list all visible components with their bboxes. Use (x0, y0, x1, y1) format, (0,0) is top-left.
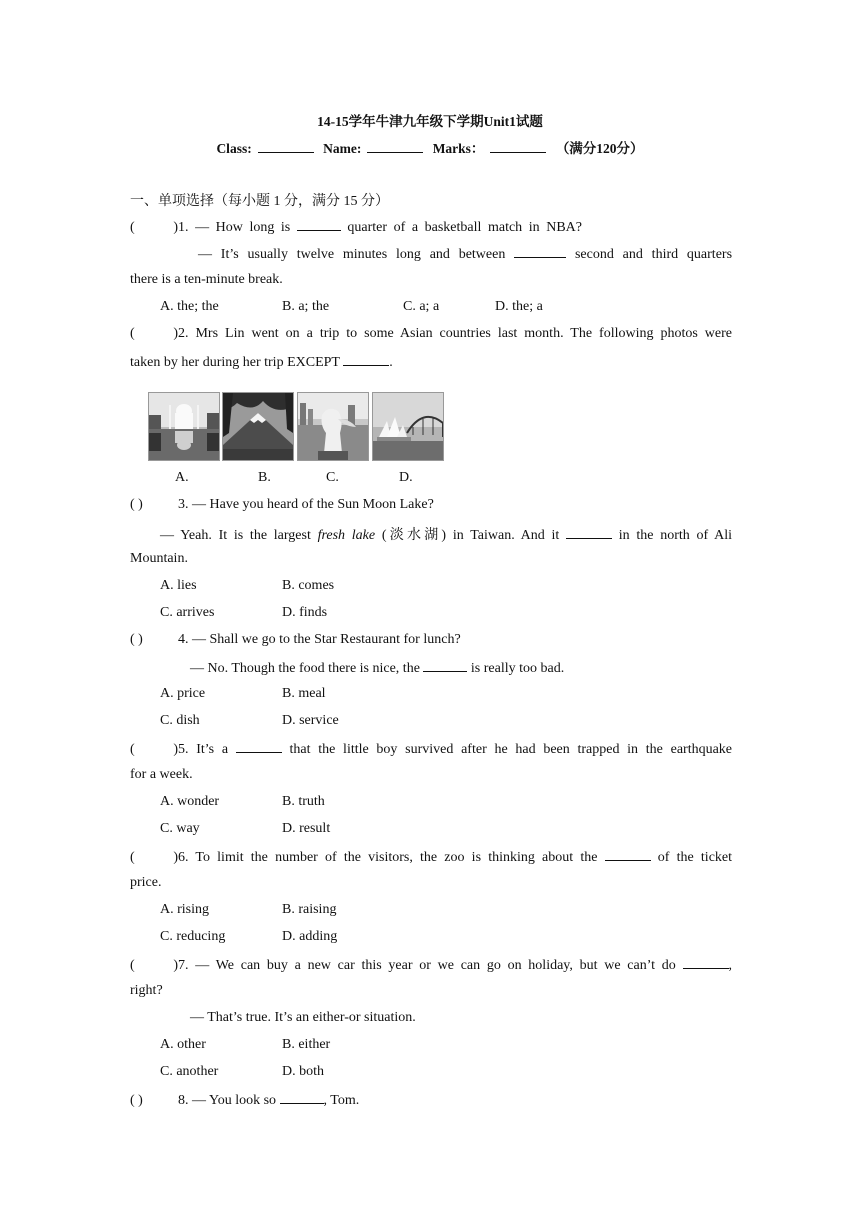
q5-blank (236, 740, 282, 753)
q3-option-c: C. arrives (160, 605, 215, 620)
question-2-line-2: taken by her during her trip EXCEPT . (130, 355, 393, 370)
question-8-line-1: ( ) 8. — You look so , Tom. (130, 1093, 360, 1108)
q2-blank (343, 353, 389, 366)
q1-option-a: A. the; the (160, 299, 219, 314)
question-4-line-1: ( ) 4. — Shall we go to the Star Restaurant for lunch? (130, 632, 461, 647)
taj-mahal-photo (148, 392, 220, 461)
q4-option-c: C. dish (160, 713, 200, 728)
question-7-line-2: right? (130, 983, 163, 998)
question-7-line-1: ( )7. — We can buy a new car this year or we can go on holiday, but we can’t do , (130, 958, 732, 973)
q3-option-d: D. finds (282, 605, 328, 620)
q4-blank (423, 659, 467, 672)
q4-option-a: A. price (160, 686, 206, 701)
name-blank (367, 140, 423, 153)
q7-option-a: A. other (160, 1037, 206, 1052)
mount-fuji-photo (222, 392, 294, 461)
q5-option-b: B. truth (282, 794, 325, 809)
q1-option-c: C. a; a (403, 299, 440, 314)
q7-option-d: D. both (282, 1064, 324, 1079)
q1-blank-1 (297, 218, 341, 231)
question-1-line-2: — It’s usually twelve minutes long and between second and third quarters (198, 247, 733, 262)
class-blank (258, 140, 314, 153)
q6-option-d: D. adding (282, 929, 338, 944)
merlion-photo (297, 392, 369, 461)
page-title: 14-15学年牛津九年级下学期Unit1试题 (317, 114, 543, 129)
question-1-line-3: there is a ten-minute break. (130, 272, 283, 287)
q7-option-b: B. either (282, 1037, 331, 1052)
q6-option-a: A. rising (160, 902, 209, 917)
q3-blank (566, 526, 612, 539)
question-5-line-1: ( )5. It’s a that the little boy survived after he had been trapped in the earthquake (130, 742, 733, 757)
question-3-line-3: Mountain. (130, 551, 188, 566)
question-3-line-2: — Yeah. It is the largest fresh lake (淡水湖) in Taiwan. And it in the north of Ali (160, 528, 732, 543)
section-title: 一、单项选择（每小题 1 分，满分 15 分） (130, 194, 389, 209)
question-6-line-1: ( )6. To limit the number of the visitors, the zoo is thinking about the of the ticket (130, 850, 733, 865)
sydney-opera-house-photo (372, 392, 444, 461)
q6-option-b: B. raising (282, 902, 337, 917)
q1-option-d: D. the; a (495, 299, 543, 314)
q1-option-b: B. a; the (282, 299, 330, 314)
photo-label-d: D. (399, 470, 413, 485)
q5-option-c: C. way (160, 821, 200, 836)
q3-option-b: B. comes (282, 578, 335, 593)
q3-option-a: A. lies (160, 578, 197, 593)
question-5-line-2: for a week. (130, 767, 193, 782)
name-label: Name: (323, 141, 362, 156)
question-6-line-2: price. (130, 875, 162, 890)
q6-option-c: C. reducing (160, 929, 226, 944)
question-2-line-1: ( )2. Mrs Lin went on a trip to some Asian countries last month. The following photos were (130, 326, 732, 341)
q7-blank (683, 956, 729, 969)
question-4-line-2: — No. Though the food there is nice, the is really too bad. (190, 661, 565, 676)
q4-option-b: B. meal (282, 686, 326, 701)
photo-label-c: C. (326, 470, 339, 485)
q5-option-a: A. wonder (160, 794, 220, 809)
class-label: Class: (216, 141, 252, 156)
q7-option-c: C. another (160, 1064, 219, 1079)
student-info-line (0, 137, 860, 157)
photo-label-a: A. (175, 470, 189, 485)
question-1-line-1: ( )1. — How long is quarter of a basketball match in NBA? (130, 220, 582, 235)
q8-blank (280, 1091, 324, 1104)
photo-label-b: B. (258, 470, 271, 485)
q4-option-d: D. service (282, 713, 339, 728)
q5-option-d: D. result (282, 821, 331, 836)
question-7-line-3: — That’s true. It’s an either-or situation. (190, 1010, 416, 1025)
full-marks: （满分120分） (555, 141, 644, 156)
marks-label: Marks： (432, 141, 485, 156)
marks-blank (490, 140, 546, 153)
question-3-line-1: ( ) 3. — Have you heard of the Sun Moon Lake? (130, 497, 434, 512)
q1-blank-2 (514, 245, 566, 258)
q6-blank (605, 848, 651, 861)
